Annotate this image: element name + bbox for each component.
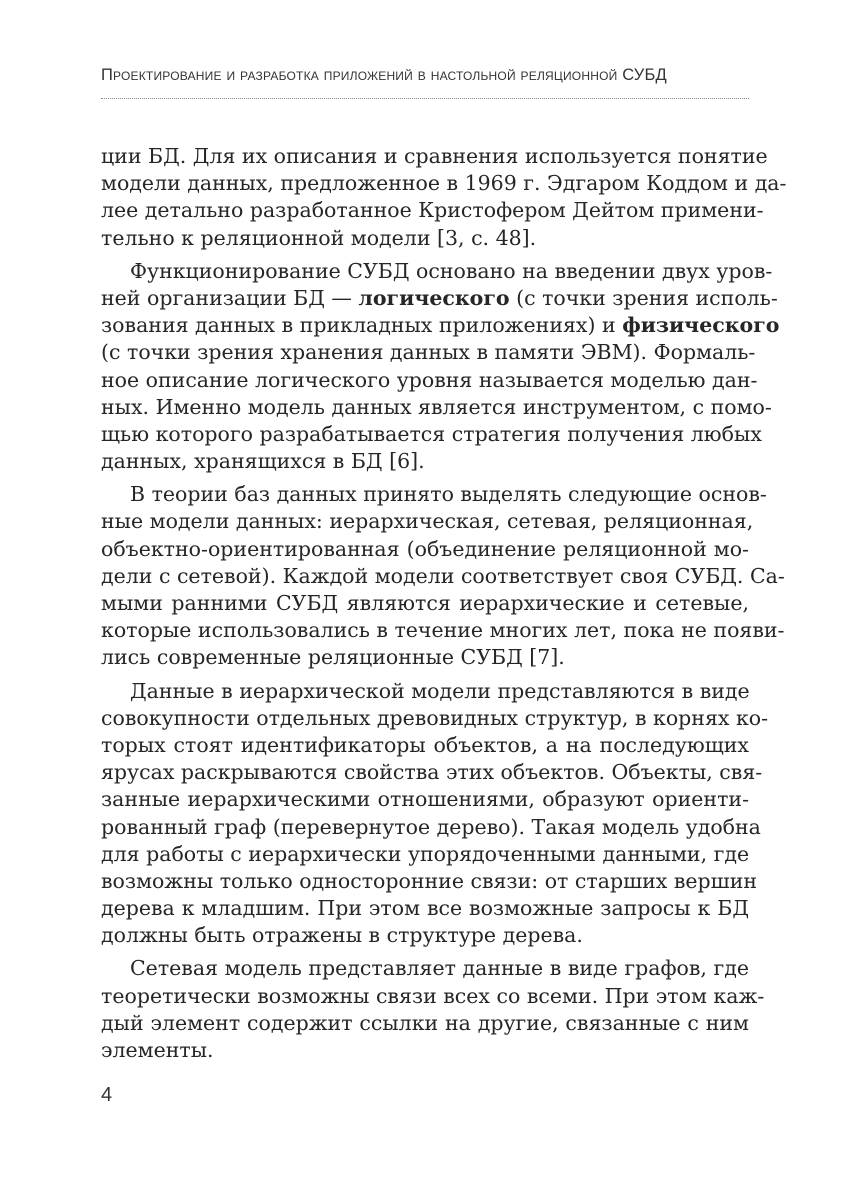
term-physical: физического bbox=[622, 313, 780, 338]
text-line: мыми ранними СУБД являются иерархические и сетевые, bbox=[101, 591, 749, 615]
text-line: занные иерархическими отношениями, образуют ориенти- bbox=[101, 787, 749, 812]
text-line: модели данных, предложенное в 1969 г. Эдгаром Коддом и да- bbox=[101, 171, 787, 196]
text-line-with-term bbox=[101, 285, 778, 312]
text-line-with-term bbox=[101, 312, 780, 339]
text-line: дели с сетевой). Каждой модели соответствует своя СУБД. Са- bbox=[101, 563, 785, 588]
text-line: ции БД. Для их описания и сравнения используется понятие bbox=[101, 144, 768, 168]
term-logical: логического bbox=[358, 285, 510, 310]
text-line: которые использовались в течение многих лет, пока не появи- bbox=[101, 618, 785, 643]
text-line: дый элемент содержит ссылки на другие, связанные с ним bbox=[101, 1010, 749, 1035]
paragraph-5 bbox=[101, 955, 765, 1064]
text-line: ное описание логического уровня называется моделью дан- bbox=[101, 367, 758, 392]
text-line: теоретически возможны связи всех со всеми. При этом каж- bbox=[101, 983, 765, 1008]
text-line: Сетевая модель представляет данные в виде графов, где bbox=[130, 956, 749, 981]
text-line: должны быть отражены в структуре дерева. bbox=[101, 923, 583, 948]
text-line: тельно к реляционной модели [3, с. 48]. bbox=[101, 225, 537, 250]
paragraph-4 bbox=[101, 678, 769, 950]
page-number: 4 bbox=[101, 1084, 113, 1106]
text-line: возможны только односторонние связи: от старших вершин bbox=[101, 868, 758, 893]
paragraph-2 bbox=[101, 258, 780, 476]
text-line: щью которого разрабатывается стратегия получения любых bbox=[101, 421, 762, 446]
text-line: (с точки зрения хранения данных в памяти ЭВМ). Формаль- bbox=[101, 340, 756, 365]
paragraph-1 bbox=[101, 143, 787, 252]
text-line: В теории баз данных принято выделять следующие основ- bbox=[130, 482, 767, 507]
text-span: зования данных в прикладных приложениях) и bbox=[101, 313, 623, 338]
text-line: объектно-ориентированная (объединение реляционной мо- bbox=[101, 536, 749, 561]
text-line: лись современные реляционные СУБД [7]. bbox=[101, 645, 565, 670]
paragraph-3 bbox=[101, 481, 785, 671]
text-line: ярусах раскрываются свойства этих объектов. Объекты, свя- bbox=[101, 760, 763, 785]
text-line: данных, хранящихся в БД [6]. bbox=[101, 449, 425, 474]
text-line: Данные в иерархической модели представляются в виде bbox=[130, 678, 750, 703]
text-span: (с точки зрения исполь- bbox=[509, 285, 778, 310]
text-line: лее детально разработанное Кристофером Дейтом примени- bbox=[101, 198, 764, 223]
running-head: Проектирование и разработка приложений в настольной реляционной СУБД bbox=[101, 66, 667, 84]
text-line: ных. Именно модель данных является инструментом, с помо- bbox=[101, 394, 772, 419]
header-dotted-rule bbox=[101, 98, 749, 99]
body-text bbox=[101, 143, 787, 1064]
text-line: рованный граф (перевернутое дерево). Такая модель удобна bbox=[101, 814, 761, 839]
text-span: ней организации БД — bbox=[101, 285, 359, 310]
text-line: совокупности отдельных древовидных структур, в корнях ко- bbox=[101, 705, 769, 730]
text-line: элементы. bbox=[101, 1038, 214, 1062]
text-line: торых стоят идентификаторы объектов, а на последующих bbox=[101, 732, 749, 757]
text-line: ные модели данных: иерархическая, сетевая, реляционная, bbox=[101, 509, 754, 534]
text-line: дерева к младшим. При этом все возможные запросы к БД bbox=[101, 896, 749, 921]
text-line: для работы с иерархически упорядоченными данными, где bbox=[101, 841, 750, 866]
text-line: Функционирование СУБД основано на введении двух уров- bbox=[130, 258, 773, 283]
